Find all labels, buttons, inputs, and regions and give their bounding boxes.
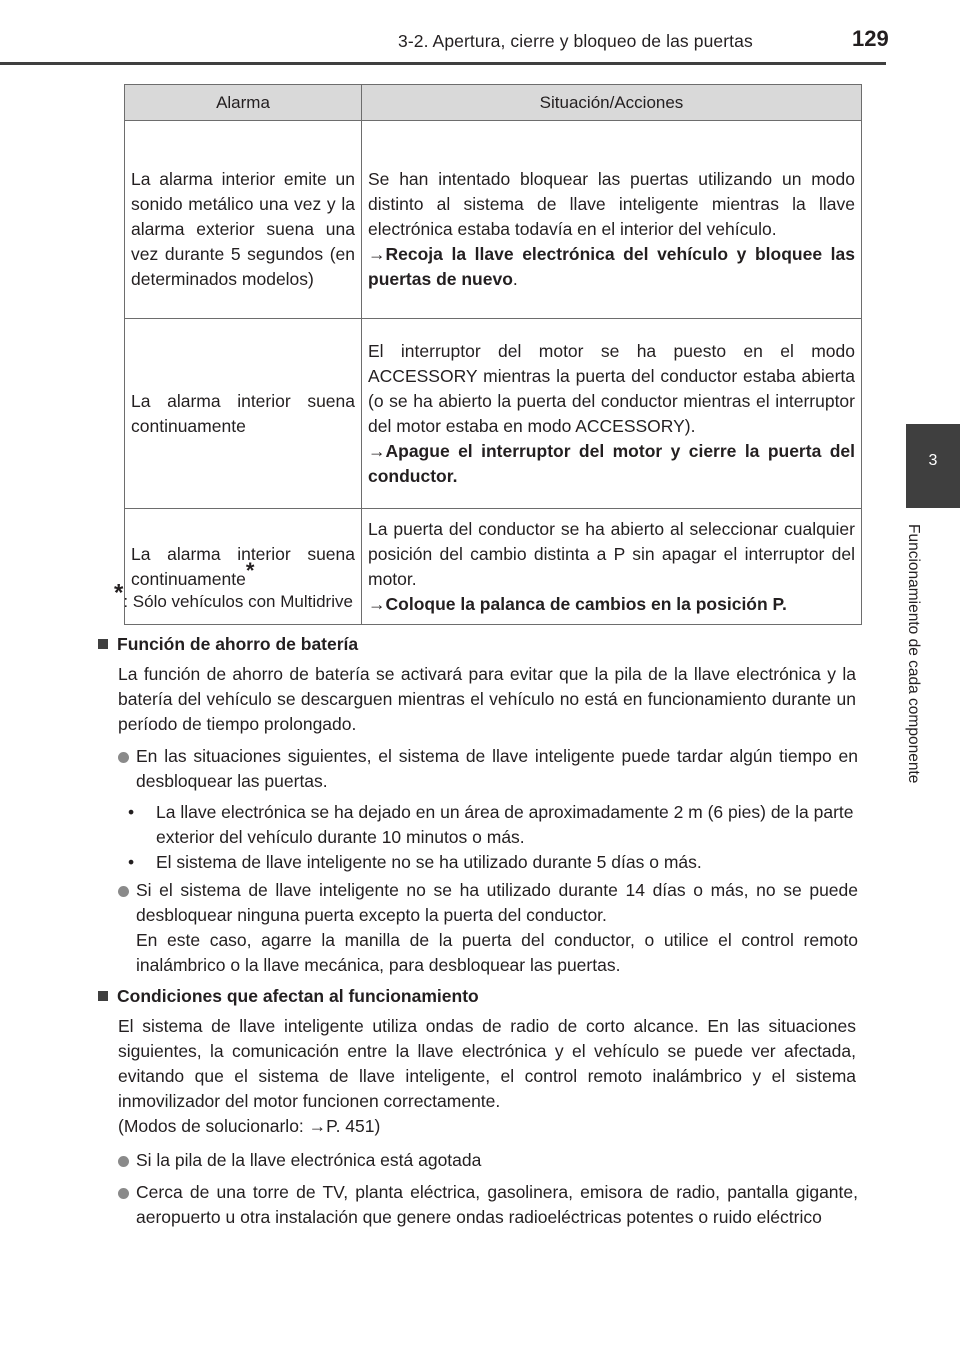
bullet-mark: • — [128, 802, 135, 822]
list-item — [100, 744, 858, 794]
circle-bullet-icon — [118, 1188, 129, 1199]
list-item-text: Si la pila de la llave electrónica está agotada — [136, 1150, 482, 1170]
action-line — [368, 242, 855, 292]
action-line — [368, 439, 855, 489]
section-title: 3-2. Apertura, cierre y bloqueo de las puertas — [398, 31, 753, 51]
circle-bullet-icon — [118, 1156, 129, 1167]
action-text: Recoja la llave electrónica del vehículo y bloquee las puertas de nuevo — [368, 244, 855, 289]
alarm-table — [124, 84, 862, 625]
situation-text: El interruptor del motor se ha puesto en el modo ACCESSORY mientras la puerta del conductor estaba abierta (o se ha abierto la puerta del conductor mientras el interruptor del motor estaba en modo ACCESSORY). — [368, 340, 855, 436]
table-footnote — [114, 579, 353, 612]
sub-list-item-text: La llave electrónica se ha dejado en un área de aproximadamente 2 m (6 pies) de la parte exterior del vehículo durante 10 minutos o más. — [156, 802, 854, 847]
situation-cell — [362, 121, 862, 319]
arrow-icon: → — [368, 440, 386, 461]
situation-cell — [362, 319, 862, 509]
action-text: Apague el interruptor del motor y cierre la puerta del conductor. — [368, 440, 855, 486]
alarm-text: La alarma interior emite un sonido metálico una vez y la alarma exterior suena una vez durante 5 segundos (en determinados modelos) — [131, 169, 355, 289]
sub-list-item-text: El sistema de llave inteligente no se ha utilizado durante 5 días o más. — [156, 852, 702, 872]
paragraph — [118, 1014, 856, 1139]
footnote-star: * — [114, 579, 124, 607]
footnote-text: : Sólo vehículos con Multidrive — [123, 592, 353, 611]
column-header-alarm: Alarma — [125, 85, 362, 121]
action-line — [368, 592, 855, 617]
list-item — [100, 878, 858, 978]
header-rule — [0, 62, 886, 65]
chapter-label: Funcionamiento de cada componente — [905, 524, 922, 784]
sub-list-item — [128, 800, 858, 850]
arrow-icon: → — [368, 244, 386, 264]
alarm-text: La alarma interior suena continuamente — [131, 390, 355, 436]
action-text: Coloque la palanca de cambios en la posición P. — [385, 593, 787, 614]
footnote-star: * — [245, 557, 255, 583]
situation-text: La puerta del conductor se ha abierto al seleccionar cualquier posición del cambio distinta a P sin apagar el interruptor del motor. — [368, 518, 855, 589]
chapter-tab — [906, 424, 960, 508]
list-item-text: Si el sistema de llave inteligente no se ha utilizado durante 14 días o más, no se puede desbloquear ninguna puerta excepto la puerta del conductor. — [136, 880, 858, 925]
section-heading-text: Condiciones que afectan al funcionamiento — [117, 986, 479, 1006]
list-item — [100, 1148, 858, 1173]
page-number: 129 — [852, 26, 889, 51]
circle-bullet-icon — [118, 886, 129, 897]
situation-cell — [362, 509, 862, 625]
situation-text: Se han intentado bloquear las puertas utilizando un modo distinto al sistema de llave inteligente mientras la llave electrónica estaba todavía en el interior del vehículo. — [368, 169, 855, 239]
list-item-continuation: En este caso, agarre la manilla de la puerta del conductor, o utilice el control remoto inalámbrico o la llave mecánica, para desbloquear las puertas. — [136, 930, 858, 975]
square-bullet-icon — [98, 639, 108, 649]
section-heading — [98, 634, 358, 655]
paragraph: La función de ahorro de batería se activará para evitar que la pila de la llave electrónica y la batería del vehículo se descarguen mientras el vehículo no está en funcionamiento durante un período de tiempo prolongado. — [118, 664, 856, 734]
table-row — [125, 319, 862, 509]
square-bullet-icon — [98, 991, 108, 1001]
table-row — [125, 121, 862, 319]
action-suffix: . — [512, 269, 518, 289]
list-item-text: En las situaciones siguientes, el sistema de llave inteligente puede tardar algún tiempo en desbloquear las puertas. — [136, 746, 858, 791]
list-item — [100, 1180, 858, 1230]
sub-list-item — [128, 850, 858, 875]
table-header-row — [125, 85, 862, 121]
section-heading-text: Función de ahorro de batería — [117, 634, 359, 654]
circle-bullet-icon — [118, 752, 129, 763]
alarm-cell — [125, 121, 362, 319]
page-header — [0, 0, 960, 64]
paragraph-text: El sistema de llave inteligente utiliza ondas de radio de corto alcance. En las situaciones siguientes, la comunicación entre la llave electrónica y el vehículo se puede ver afectada, evitando que el sistema de llave inteligente, el control remoto inalámbrico y el sistema inmovilizador del motor funcionen correctamente. — [118, 1016, 856, 1111]
cross-reference: (Modos de solucionarlo: →P. 451) — [118, 1116, 381, 1136]
section-heading — [98, 986, 479, 1007]
list-item-text: Cerca de una torre de TV, planta eléctrica, gasolinera, emisora de radio, pantalla gigante, aeropuerto u otra instalación que genere ondas radioeléctricas potentes o ruido eléctrico — [136, 1182, 858, 1227]
bullet-mark: • — [128, 852, 135, 872]
column-header-situation: Situación/Acciones — [362, 85, 862, 121]
chapter-number: 3 — [928, 452, 938, 469]
alarm-cell — [125, 319, 362, 509]
arrow-icon: → — [368, 593, 386, 614]
alarm-text: La alarma interior suena continuamente — [131, 543, 355, 589]
